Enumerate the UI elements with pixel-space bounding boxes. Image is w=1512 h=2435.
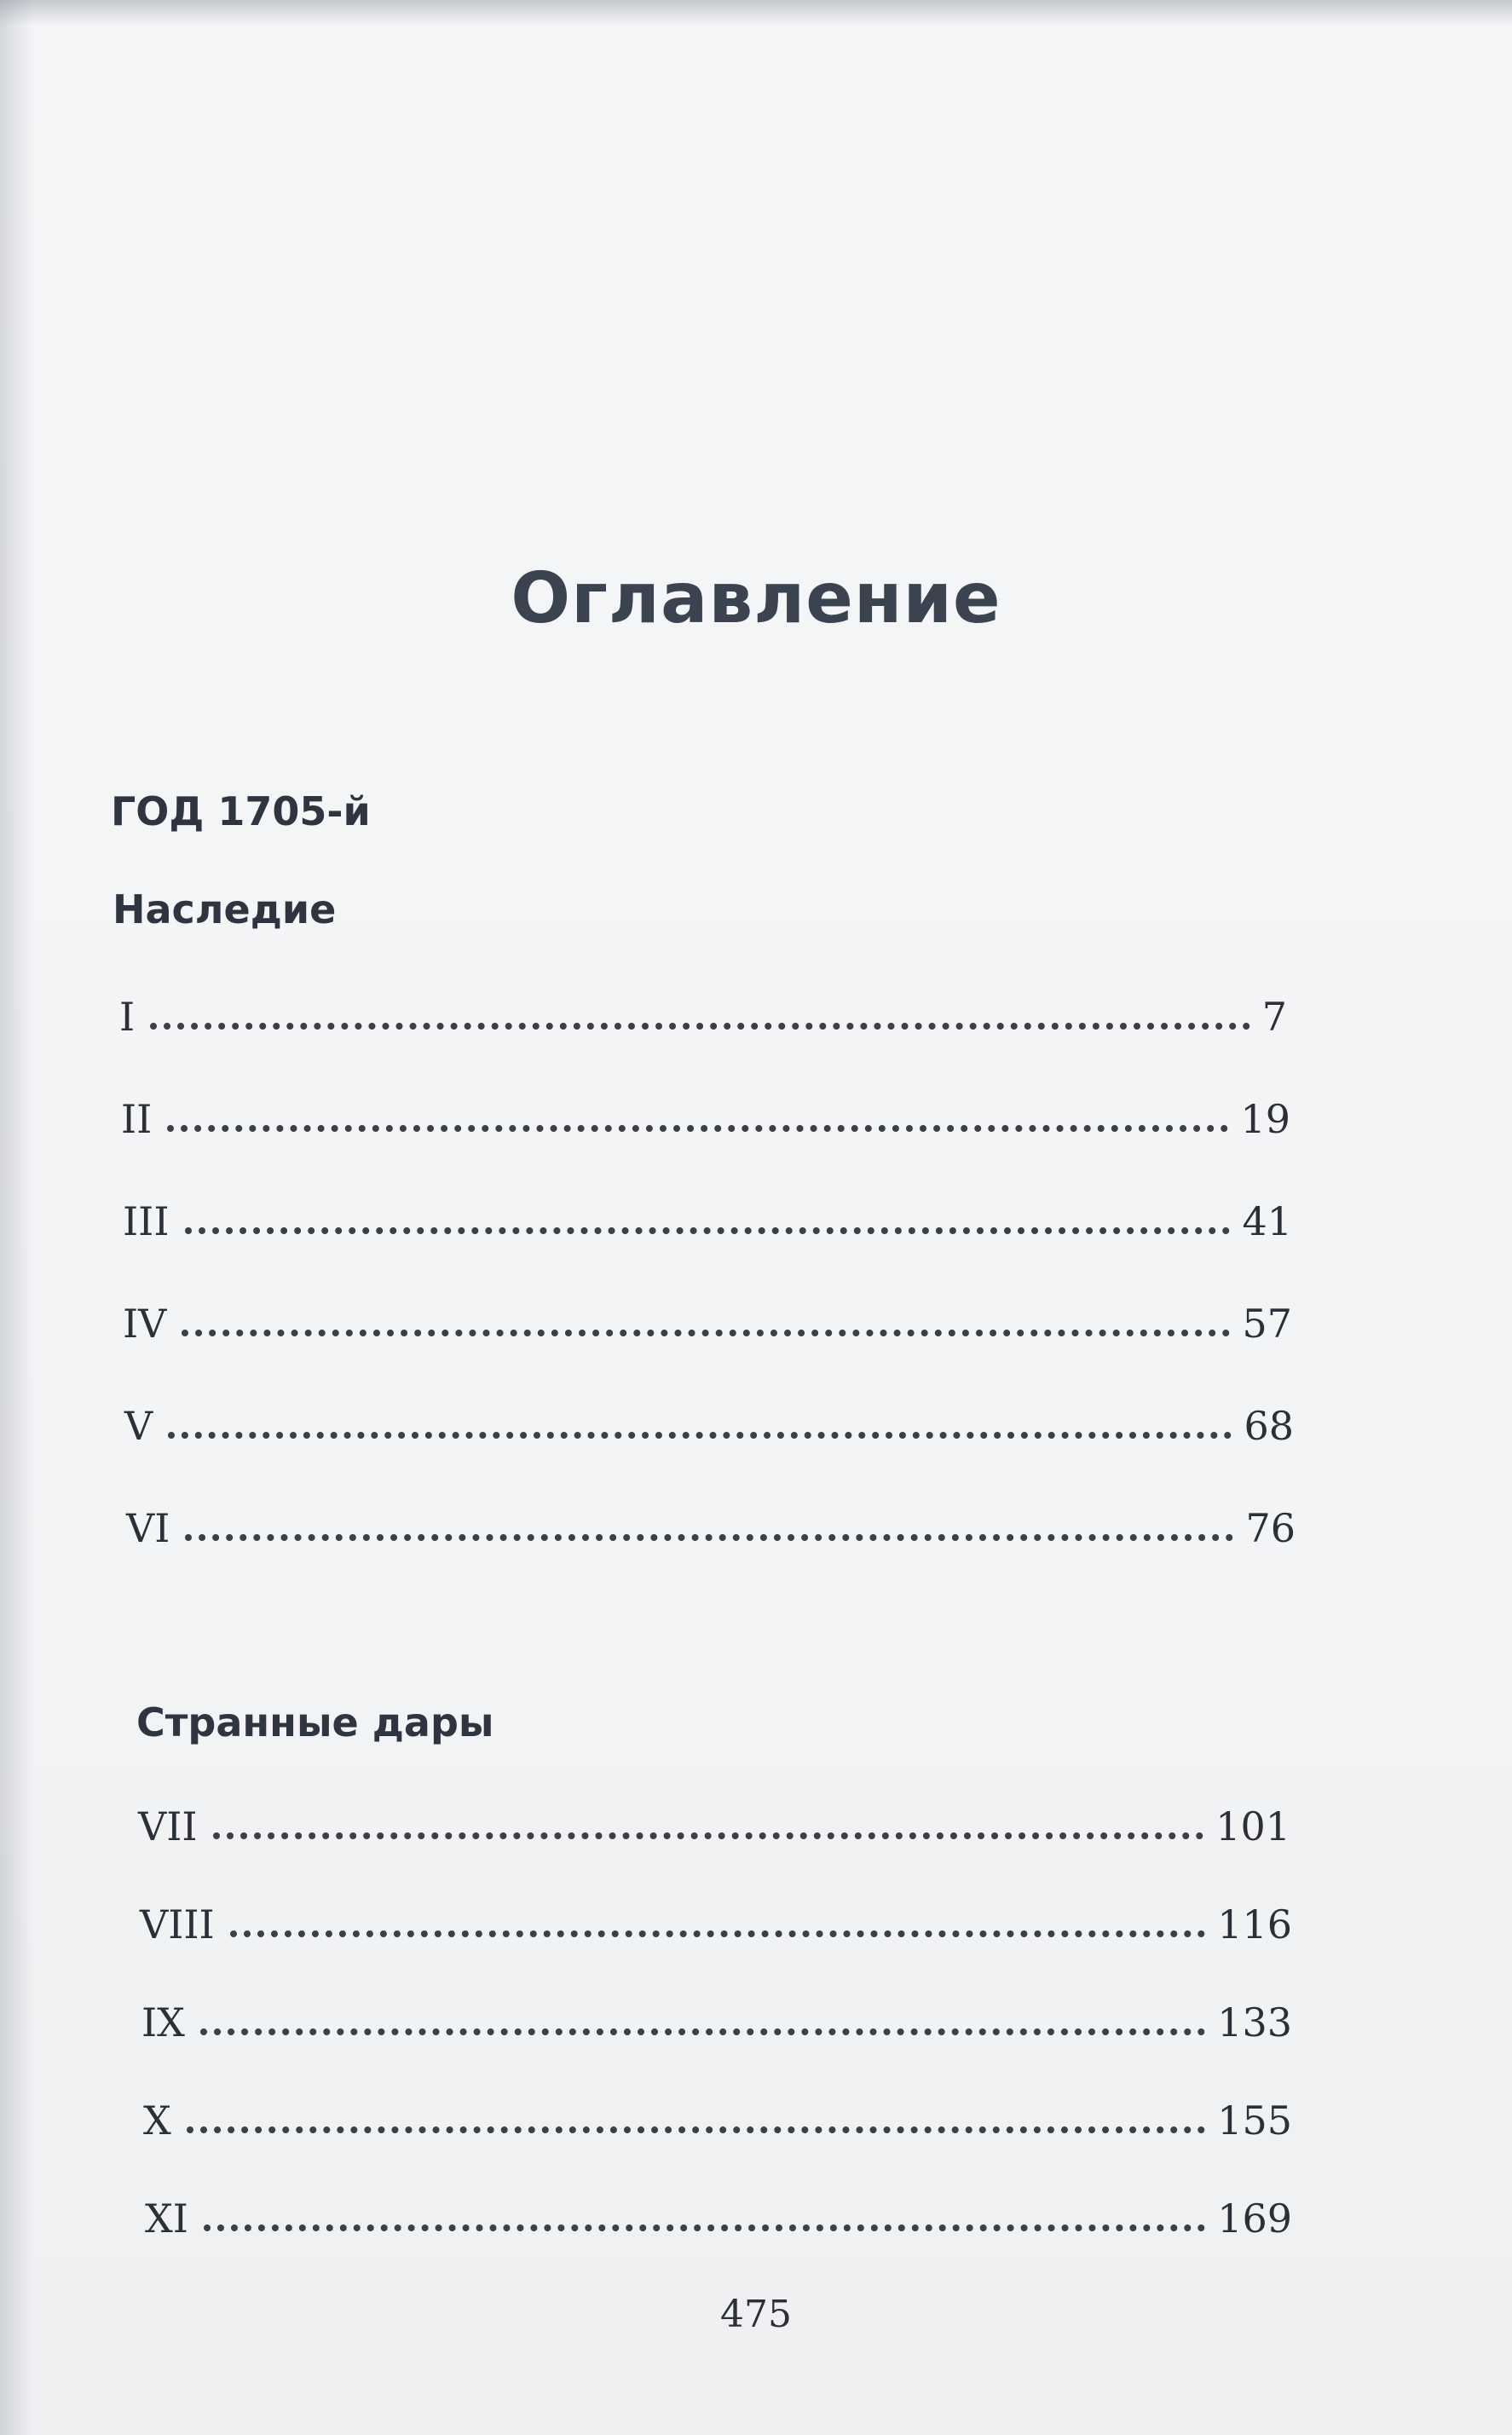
toc-entry-2[interactable]: [121, 1091, 1290, 1142]
chapter-number: I: [119, 994, 136, 1040]
chapter-page: 116: [1217, 1901, 1292, 1947]
chapter-page: 19: [1240, 1096, 1290, 1142]
dot-leader: [167, 1125, 1228, 1132]
section-heading: ГОД 1705-й: [111, 788, 371, 834]
chapter-number: XI: [145, 2196, 188, 2242]
page-number: 475: [720, 2293, 792, 2336]
dot-leader: [185, 1534, 1233, 1541]
toc-entry-7[interactable]: [138, 1798, 1290, 1849]
chapter-page: 41: [1242, 1198, 1292, 1244]
chapter-page: 68: [1244, 1403, 1294, 1449]
page-edge-shadow: [0, 0, 34, 2435]
chapter-number: X: [143, 2097, 171, 2144]
chapter-page: 7: [1261, 994, 1287, 1040]
part-heading-2: Странные дары: [136, 1699, 494, 1745]
chapter-number: V: [124, 1403, 153, 1449]
page-top-shadow: [0, 0, 1512, 26]
dot-leader: [185, 1227, 1231, 1234]
chapter-page: 155: [1217, 2097, 1292, 2144]
dot-leader: [230, 1930, 1205, 1937]
dot-leader: [150, 1023, 1250, 1030]
toc-entry-4[interactable]: [123, 1295, 1292, 1347]
chapter-number: III: [123, 1198, 170, 1244]
toc-entry-3[interactable]: [123, 1193, 1292, 1244]
chapter-number: VIII: [140, 1901, 215, 1947]
chapter-page: 57: [1242, 1301, 1292, 1347]
page-title: Оглавление: [511, 558, 1001, 639]
toc-entry-8[interactable]: [140, 1896, 1292, 1947]
chapter-page: 169: [1217, 2196, 1292, 2242]
chapter-page: 76: [1245, 1505, 1296, 1551]
toc-entry-1[interactable]: [119, 989, 1287, 1040]
chapter-number: VI: [126, 1505, 170, 1551]
dot-leader: [182, 1330, 1230, 1336]
toc-entry-10[interactable]: [143, 2092, 1292, 2144]
chapter-page: 133: [1217, 1999, 1292, 2046]
dot-leader: [187, 2126, 1205, 2133]
chapter-number: II: [121, 1096, 153, 1142]
toc-entry-9[interactable]: [141, 1994, 1292, 2046]
part-heading-1: Наследие: [113, 886, 337, 932]
chapter-page: 101: [1215, 1803, 1290, 1849]
dot-leader: [168, 1432, 1232, 1439]
chapter-number: VII: [138, 1803, 198, 1849]
toc-entry-6[interactable]: [126, 1500, 1296, 1551]
dot-leader: [204, 2224, 1205, 2231]
dot-leader: [200, 2028, 1205, 2035]
chapter-number: IV: [123, 1301, 167, 1347]
dot-leader: [213, 1832, 1204, 1839]
toc-entry-11[interactable]: [145, 2190, 1292, 2242]
chapter-number: IX: [141, 1999, 185, 2046]
toc-entry-5[interactable]: [124, 1398, 1294, 1449]
